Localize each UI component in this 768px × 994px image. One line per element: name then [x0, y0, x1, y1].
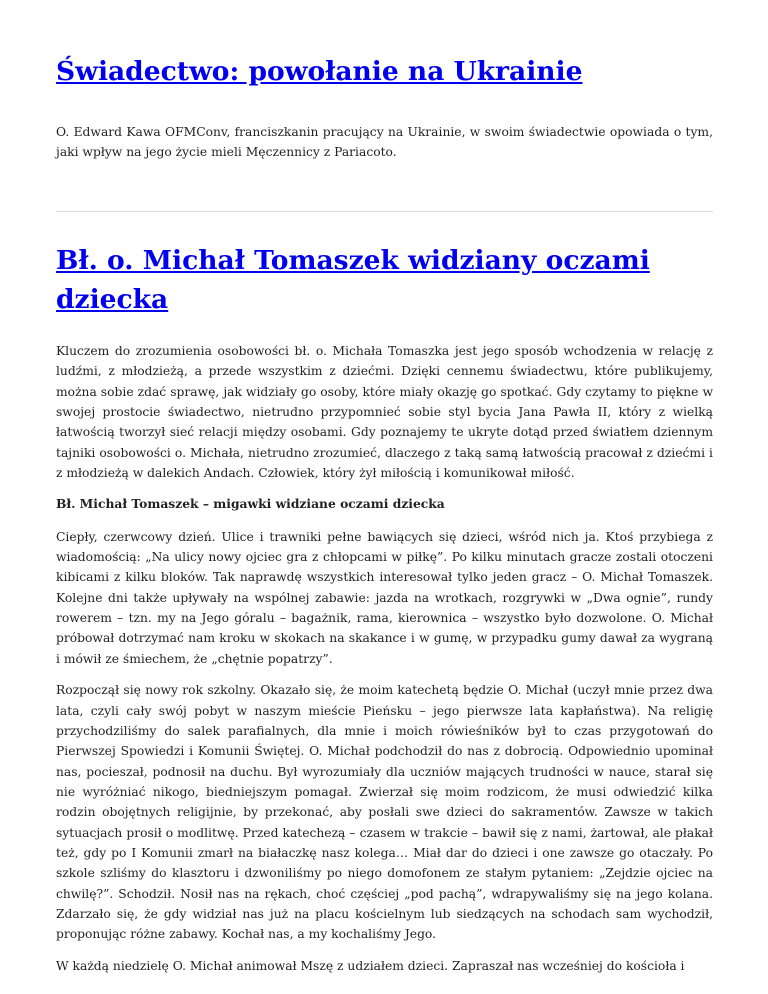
post-excerpt: O. Edward Kawa OFMConv, franciszkanin pracujący na Ukrainie, w swoim świadectwie opowiada o tym, jaki wpływ na jego życie mieli Męczennicy z Pariacoto.	[56, 125, 713, 160]
article-paragraph-2: Rozpoczął się nowy rok szkolny. Okazało się, że moim katechetą będzie O. Michał (uczył mnie przez dwa lata, czyli cały swój pobyt w naszym mieście Pieńsku – jego pierwsze lata kapłaństwa). Na religię przychodziliśmy do salek parafialnych, dla mnie i moich rówieśników był to czas przygotowań do Pierwszej Spowiedzi i Komunii Świętej. O. Michał podchodził do nas z dobrocią. Odpowiednio upominał nas, pocieszał, podnosił na duchu. Był wyrozumiały dla uczniów mających trudności w nauce, starał się nie wyróżniać nikogo, biedniejszym pomagał. Zwierzał się moim rodzicom, że musi odwiedzić kilka rodzin obojętnych religijnie, by przekonać, aby posłali swe dzieci do sakramentów. Zawsze w takich sytuacjach prosił o modlitwę. Przed katechezą – czasem w trakcie – bawił się z nami, żartował, ale płakał też, gdy po I Komunii zmarł na białaczkę nasz kolega… Miał dar do dzieci i one zawsze go otaczały. Po szkole szliśmy do klasztoru i dzwoniliśmy po niego domofonem ze stałym pytaniem: „Zejdzie ojciec na chwilę?”. Schodził. Nosił nas na rękach, choć częściej „pod pachą”, wdrapywaliśmy się na jego kolana. Zdarzało się, że gdy widział nas już na placu kościelnym lub siedzących na schodach sam wychodził, proponując różne zabawy. Kochał nas, a my kochaliśmy Jego.	[56, 683, 713, 942]
post-title-tomaszek[interactable]: Bł. o. Michał Tomaszek widziany oczami dziecka	[56, 245, 650, 315]
article-paragraph-3: W każdą niedzielę O. Michał animował Mszę z udziałem dzieci. Zapraszał nas wcześniej do kościoła i	[56, 958, 685, 973]
post-divider	[56, 211, 713, 212]
post-title-swiadectwo[interactable]: Świadectwo: powołanie na Ukrainie	[56, 56, 583, 87]
article-subheading: Bł. Michał Tomaszek – migawki widziane oczami dziecka	[56, 496, 445, 512]
article-body	[56, 341, 713, 987]
article-paragraph-1: Ciepły, czerwcowy dzień. Ulice i trawniki pełne bawiących się dzieci, wśród nich ja. Ktoś przybiega z wiadomością: „Na ulicy nowy ojciec gra z chłopcami w piłkę”. Po kilku minutach gracze zostali otoczeni kibicami z kilku bloków. Tak naprawdę wszystkich interesował tylko jeden gracz – O. Michał Tomaszek. Kolejne dni także upływały na wspólnej zabawie: jazda na wrotkach, rozgrywki w „Dwa ognie”, rundy rowerem – tzn. my na Jego góralu – bagażnik, rama, kierownica – wszystko było dozwolone. O. Michał próbował dotrzymać nam kroku w skokach na skakance i w gumę, w przypadku gumy dawał za wygraną i mówił ze śmiechem, że „chętnie popatrzy”.	[56, 529, 713, 666]
article-intro: Kluczem do zrozumienia osobowości bł. o. Michała Tomaszka jest jego sposób wchodzenia w relację z ludźmi, z młodzieżą, a przede wszystkim z dziećmi. Dzięki cennemu świadectwu, które publikujemy, można sobie zdać sprawę, jak widziały go osoby, które miały okazję go spotkać. Gdy czytamy to piękne w swojej prostocie świadectwo, nietrudno przypomnieć sobie styl bycia Jana Pawła II, który z wielką łatwością tworzył sieć relacji między osobami. Gdy poznajemy te ukryte dotąd przed światłem dziennym tajniki osobowości o. Michała, nietrudno zrozumieć, dlaczego z taką samą łatwością pracował z dziećmi i z młodzieżą w dalekich Andach. Człowiek, który żył miłością i komunikował miłość.	[56, 344, 713, 481]
